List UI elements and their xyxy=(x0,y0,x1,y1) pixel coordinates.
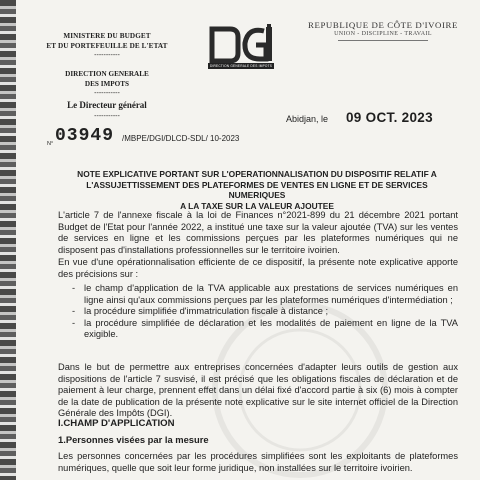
reference-code: /MBPE/DGI/DLCD-SDL/ 10-2023 xyxy=(122,134,240,143)
list-item: - la procédure simplifiée de déclaration et les modalités de paiement en ligne de la TVA exigible. xyxy=(72,318,458,341)
separator-3: ----------- xyxy=(94,113,120,120)
separator-2: ----------- xyxy=(94,90,120,97)
direction-line-2: DES IMPOTS xyxy=(84,79,130,88)
paragraph-persons: Les personnes concernées par les procédures simplifiées sont les exploitants de plateformes numériques, quelle que soit leur forme juridique, non installées sur le territoire ivoirien. xyxy=(58,451,458,473)
list-item: - la procédure simplifiée d'immatriculation fiscale à distance ; xyxy=(72,306,458,318)
separator-1: ----------- xyxy=(94,52,120,59)
title-line-3: A LA TAXE SUR LA VALEUR AJOUTEE xyxy=(180,200,334,211)
director-title: Le Directeur général xyxy=(67,100,147,110)
republic-motto: UNION - DISCIPLINE - TRAVAIL xyxy=(334,31,432,37)
motto-underline xyxy=(338,40,428,41)
ministry-line-1: MINISTERE DU BUDGET xyxy=(63,32,151,40)
title-line-2: L'ASSUJETTISSEMENT DES PLATEFORMES DE VENTES EN LIGNE ET DE SERVICES NUMERIQUES xyxy=(86,179,428,200)
scan-binding-edge xyxy=(0,0,16,480)
paragraph-purpose: En vue d'une opérationnalisation efficiente de ce dispositif, la présente note explicative apporte des précisions sur : xyxy=(58,257,458,279)
list-item: - le champ d'application de la TVA applicable aux prestations de services numériques en ligne ainsi qu'aux commissions perçues par les plateformes numériques d'intermédiation ; xyxy=(72,283,458,306)
republic-title: REPUBLIQUE DE CÔTE D'IVOIRE xyxy=(308,20,458,30)
direction-line-1: DIRECTION GENERALE xyxy=(65,70,149,78)
reference-number: 03949 xyxy=(55,126,115,146)
dateline-date: 09 OCT. 2023 xyxy=(346,110,433,125)
subsection-heading: 1.Personnes visées par la mesure xyxy=(58,434,209,445)
section-heading: I.CHAMP D'APPLICATION xyxy=(58,418,175,429)
paragraph-effective-date: Dans le but de permettre aux entreprises concernées d'adapter leurs outils de gestion aux dispositions de l'article 7 susvisé, il est précisé que les obligations fiscales de déclaration et de paiement à leur charge, prennent effet dans un délai fixé d'accord partie à six (6) mois à compter de la date de publication de la présente note explicative sur le site internet officiel de la Direction Générale des Impôts (DGI). xyxy=(58,362,458,419)
title-line-1: NOTE EXPLICATIVE PORTANT SUR L'OPERATIONNALISATION DU DISPOSITIF RELATIF A xyxy=(77,169,437,179)
ministry-block xyxy=(42,31,172,51)
ministry-line-2: ET DU PORTEFEUILLE DE L'ETAT xyxy=(46,42,168,50)
dateline-place: Abidjan, le xyxy=(286,114,329,124)
reference-n-label: N° xyxy=(47,141,54,147)
paragraph-intro: L'article 7 de l'annexe fiscale à la loi de Finances n°2021-899 du 21 décembre 2021 portant Budget de l'Etat pour l'année 2022, a institué une taxe sur la valeur ajoutée (TVA) sur les ventes de services en ligne et les commissions perçues par les plateformes numériques qui ne disposent pas d'installations professionnelles sur le territoire ivoirien. xyxy=(58,210,458,255)
precision-list xyxy=(72,283,458,341)
document-title xyxy=(62,169,452,211)
logo-caption: DIRECTION GENERALE DES IMPOTS xyxy=(209,64,273,68)
direction-block xyxy=(42,70,172,89)
